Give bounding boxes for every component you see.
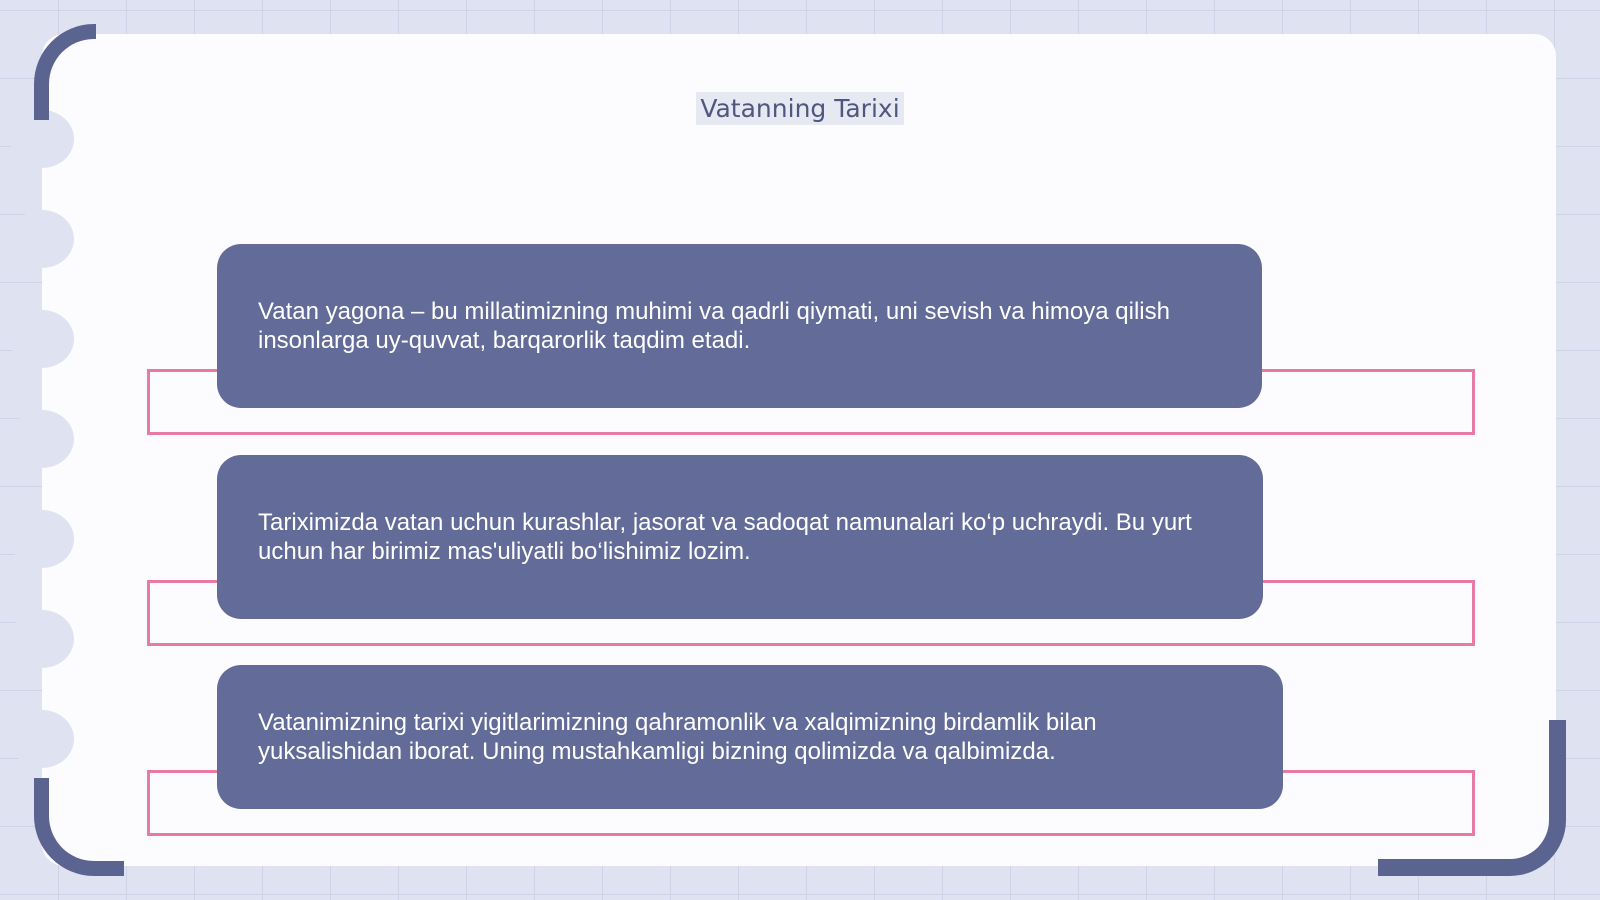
slide-title-text: Vatanning Tarixi (696, 92, 903, 125)
content-card (217, 244, 1262, 408)
paper-notch (10, 210, 74, 268)
card-text: Tariximizda vatan uchun kurashlar, jasorat va sadoqat namunalari ko‘p uchraydi. Bu yurt uchun har birimiz mas'uliyatli bo‘lishimiz lozim. (258, 509, 1192, 565)
card-text: Vatan yagona – bu millatimizning muhimi va qadrli qiymati, uni sevish va himoya qilish insonlarga uy-quvvat, barqarorlik taqdim etadi. (258, 298, 1170, 354)
slide-title (0, 94, 1600, 123)
paper-notch (10, 510, 74, 568)
content-card (217, 455, 1263, 619)
corner-bracket-bottom-left (34, 778, 124, 876)
paper-notch (10, 310, 74, 368)
card-text: Vatanimizning tarixi yigitlarimizning qahramonlik va xalqimizning birdamlik bilan yuksalishidan iborat. Uning mustahkamligi bizning qolimizda va qalbimizda. (258, 709, 1097, 765)
paper-notch (10, 610, 74, 668)
content-card (217, 665, 1283, 809)
paper-notch (10, 410, 74, 468)
paper-notch (10, 710, 74, 768)
